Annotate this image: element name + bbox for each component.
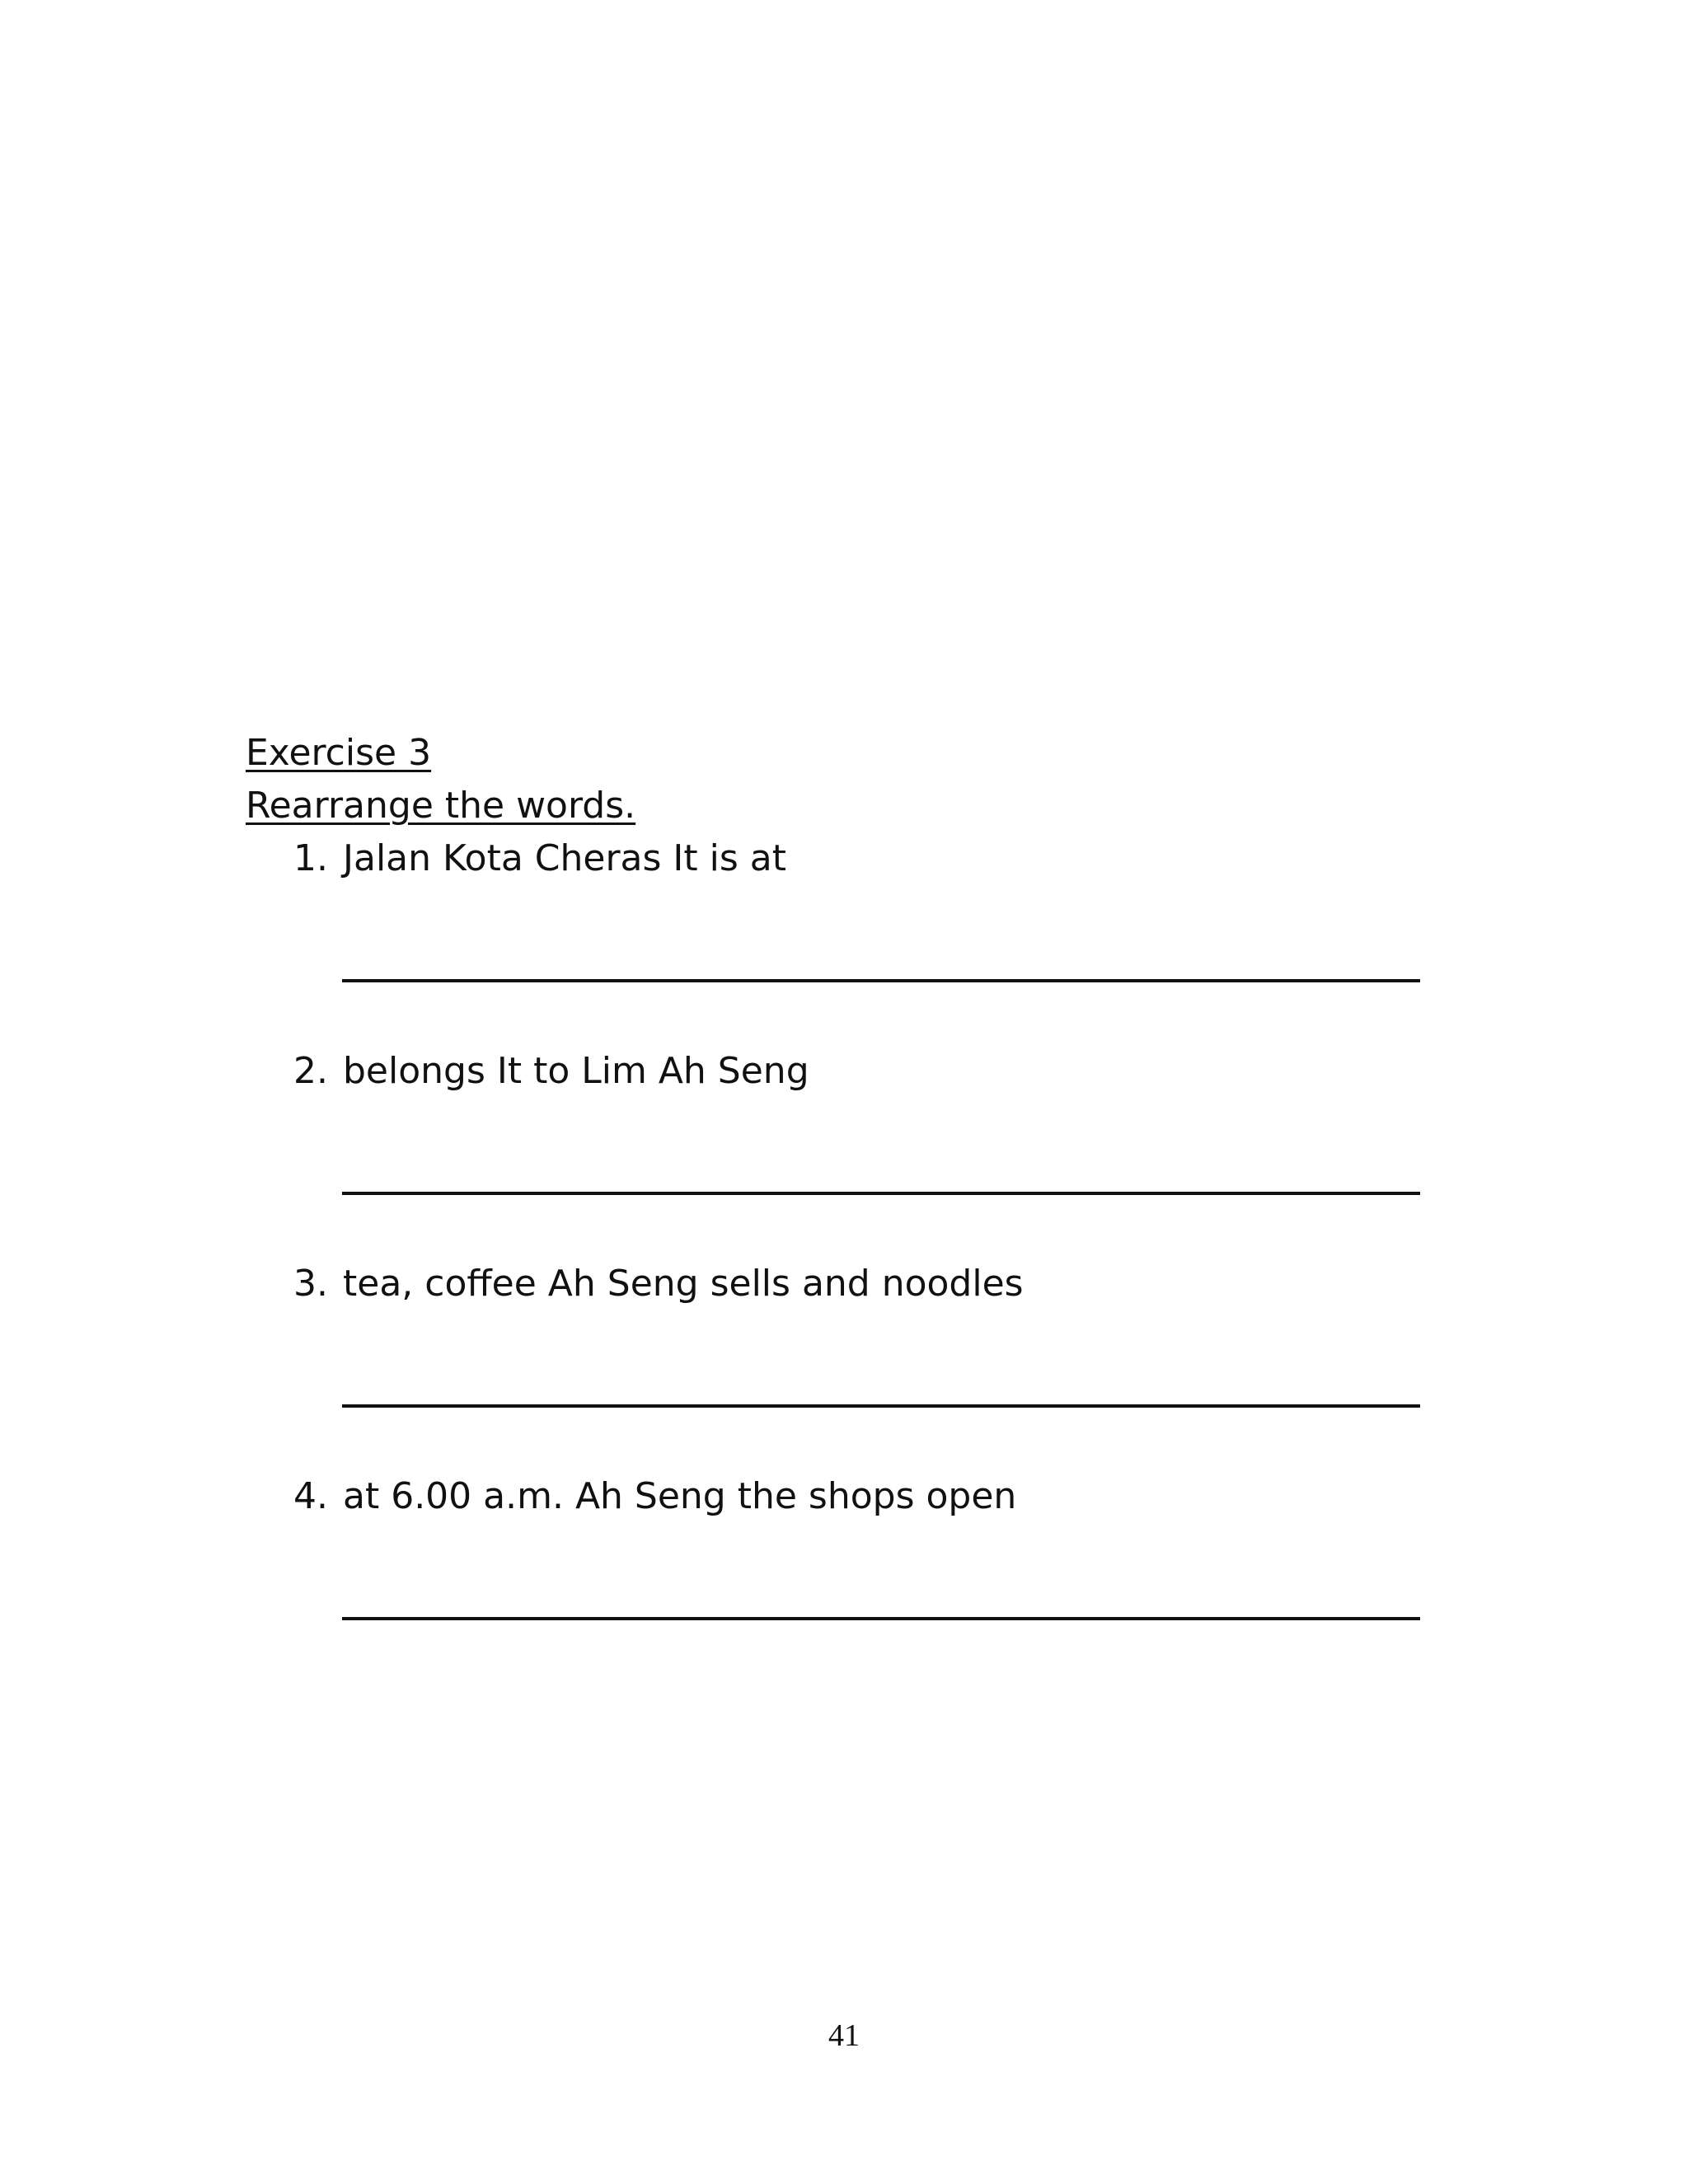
- answer-line-1[interactable]: [342, 979, 1420, 982]
- exercise-instruction: Rearrange the words.: [246, 785, 636, 827]
- question-4: [293, 1474, 1016, 1520]
- question-number: 2.: [293, 1050, 328, 1092]
- question-number: 4.: [293, 1475, 328, 1517]
- question-3: [293, 1261, 1024, 1307]
- answer-line-4[interactable]: [342, 1617, 1420, 1620]
- question-number: 3.: [293, 1263, 328, 1305]
- question-number: 1.: [293, 837, 328, 879]
- answer-line-2[interactable]: [342, 1192, 1420, 1195]
- question-text: tea, coffee Ah Seng sells and noodles: [343, 1263, 1024, 1305]
- question-text: belongs It to Lim Ah Seng: [343, 1050, 809, 1092]
- question-1: [293, 836, 786, 882]
- question-2: [293, 1048, 809, 1094]
- exercise-title: Exercise 3: [246, 732, 432, 774]
- page-number: 41: [828, 2018, 860, 2053]
- question-text: at 6.00 a.m. Ah Seng the shops open: [343, 1475, 1017, 1517]
- answer-line-3[interactable]: [342, 1404, 1420, 1408]
- question-text: Jalan Kota Cheras It is at: [343, 837, 786, 879]
